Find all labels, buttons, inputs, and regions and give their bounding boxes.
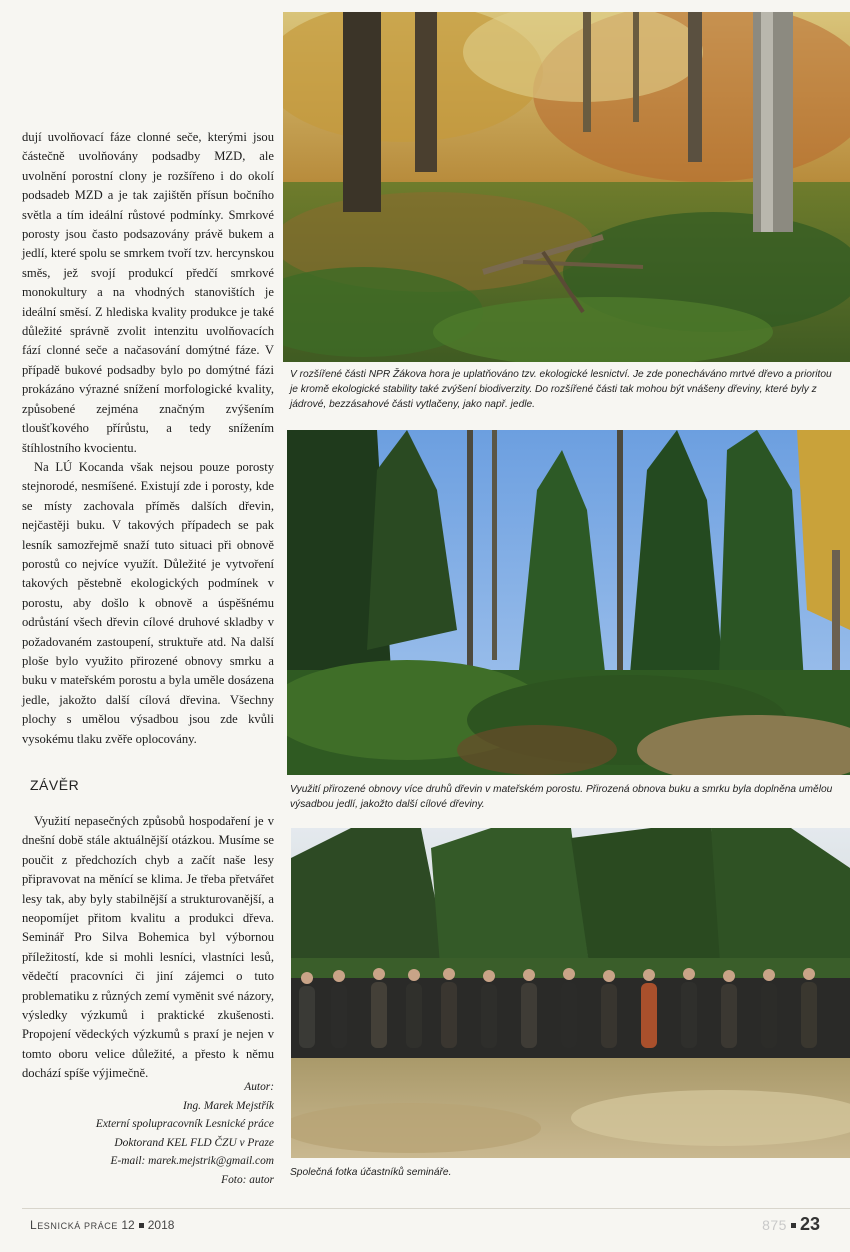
footer-year: 2018: [147, 1218, 175, 1232]
photo-mixed-forest: [287, 430, 850, 775]
footer-separator-square: [791, 1223, 796, 1228]
footer-page-number: 23: [799, 1214, 820, 1234]
footer-brand-initial: L: [30, 1218, 38, 1232]
photo-autumn-forest: [283, 12, 850, 362]
footer-page-numbers: [762, 1214, 820, 1235]
body-text-column: [22, 128, 274, 749]
author-block: [22, 1078, 274, 1190]
footer-brand-rest: ESNICKÁ PRÁCE: [37, 1221, 119, 1231]
conclusion-section: [22, 812, 274, 1084]
footer-divider: [22, 1208, 850, 1209]
body-paragraph-2: Na LÚ Kocanda však nejsou pouze porosty stejnorodé, nesmíšené. Existují zde i porosty, kde se místy zachovala příměs dalších dřevin, nejčastěji buku. V takových případech se pak lesník samozřejmě snaží tuto situaci při obnově porostů co nejvíce využít. Důležité je vytvoření takových pěstebně ekologických podmínek v porostu, aby došlo k obnově a úspěšnému odrůstání všech dřevin cílové druhové skladby v požadovaném zastoupení, struktuře atd. Na další ploše bylo využito přirozené obnovy smrku a buku v mateřském porostu a byla uměle dosázena jedle, jakožto další cílová dřevina. Všechny plochy s umělou výsadbou jsou zde kvůli vysokému tlaku zvěře oplocovány.: [22, 459, 274, 746]
caption-photo-2: Využití přirozené obnovy více druhů dřevin v mateřském porostu. Přirozená obnova buku a smrku byla doplněna umělou výsadbou jedlí, jakožto další cílové dřeviny.: [290, 784, 833, 810]
conclusion-paragraph: Využití nepasečných způsobů hospodaření je v dnešní době stále aktuálnější otázkou. Musíme se poučit z předchozích chyb a začít naše lesy připravovat na měnící se klima. Je třeba přetvářet lesy tak, aby byly stabilnější a strukturovanější, a neopomíjet přitom kvalitu a produkci dřeva. Seminář Pro Silva Bohemica byl výbornou příležitostí, kde si mohli lesníci, vlastníci lesů, vědečtí pracovníci či jiní zájemci o tuto problematiku z různých zemí vyměnit své názory, výsledky výzkumů i praktické zkušenosti. Propojení vědeckých výzkumů s praxí je nejen v tomto oboru velice důležité, a přesto k němu dochází spíše výjimečně.: [22, 814, 274, 1081]
body-paragraph-1: dují uvolňovací fáze clonné seče, kterými jsou částečně uvolňovány podsadby MZD, ale uvolnění porostní clony je rozšířeno i do okolí podsadeb MZD a je tak zajištěn přísun bočního světla a tím ideální růstové podmínky. Smrkové porosty jsou často podsazovány právě bukem a jedlí, které spolu se smrkem tvoří tzv. hercynskou směs, jež svojí produkcí předčí smrkové monokultury a na vhodných stanovištích je ideální směsí. Z hlediska kvality produkce je také důležité správně zvolit intenzitu uvolňovacích fází clonné seče a načasování domýtné fáze. V případě bukové podsadby bylo po domýtné fázi prokázáno výrazné snížení morfologické kvality, způsobené zejména značným zvýšením tloušťkového přírůstu, a tedy snížením štíhlostního kvocientu.: [22, 130, 274, 455]
conclusion-heading: ZÁVĚR: [30, 777, 80, 793]
author-role: Externí spolupracovník Lesnické práce: [95, 1118, 274, 1131]
footer-publication: [30, 1218, 174, 1232]
footer-issue: 12: [121, 1218, 135, 1232]
author-email: E-mail: marek.mejstrik@gmail.com: [110, 1155, 274, 1168]
caption-photo-3: Společná fotka účastníků semináře.: [290, 1167, 452, 1178]
photo-credit: Foto: autor: [221, 1173, 274, 1186]
photo-group: [291, 828, 850, 1158]
footer-separator-square: [139, 1223, 144, 1228]
author-name: Ing. Marek Mejstřík: [183, 1099, 274, 1112]
caption-photo-1: V rozšířené části NPR Žákova hora je uplatňováno tzv. ekologické lesnictví. Je zde ponecháváno mrtvé dřevo a prioritou je kromě ekologické stability také zvýšení biodiverzity. Do rozšířené části tak mohou být vnášeny dřeviny, které byly z jádrové, bezzásahové části vytlačeny, jako např. jedle.: [290, 369, 832, 410]
author-label: Autor:: [244, 1081, 274, 1093]
author-affiliation: Doktorand KEL FLD ČZU v Praze: [114, 1136, 274, 1149]
footer-total-page: 875: [762, 1217, 787, 1233]
